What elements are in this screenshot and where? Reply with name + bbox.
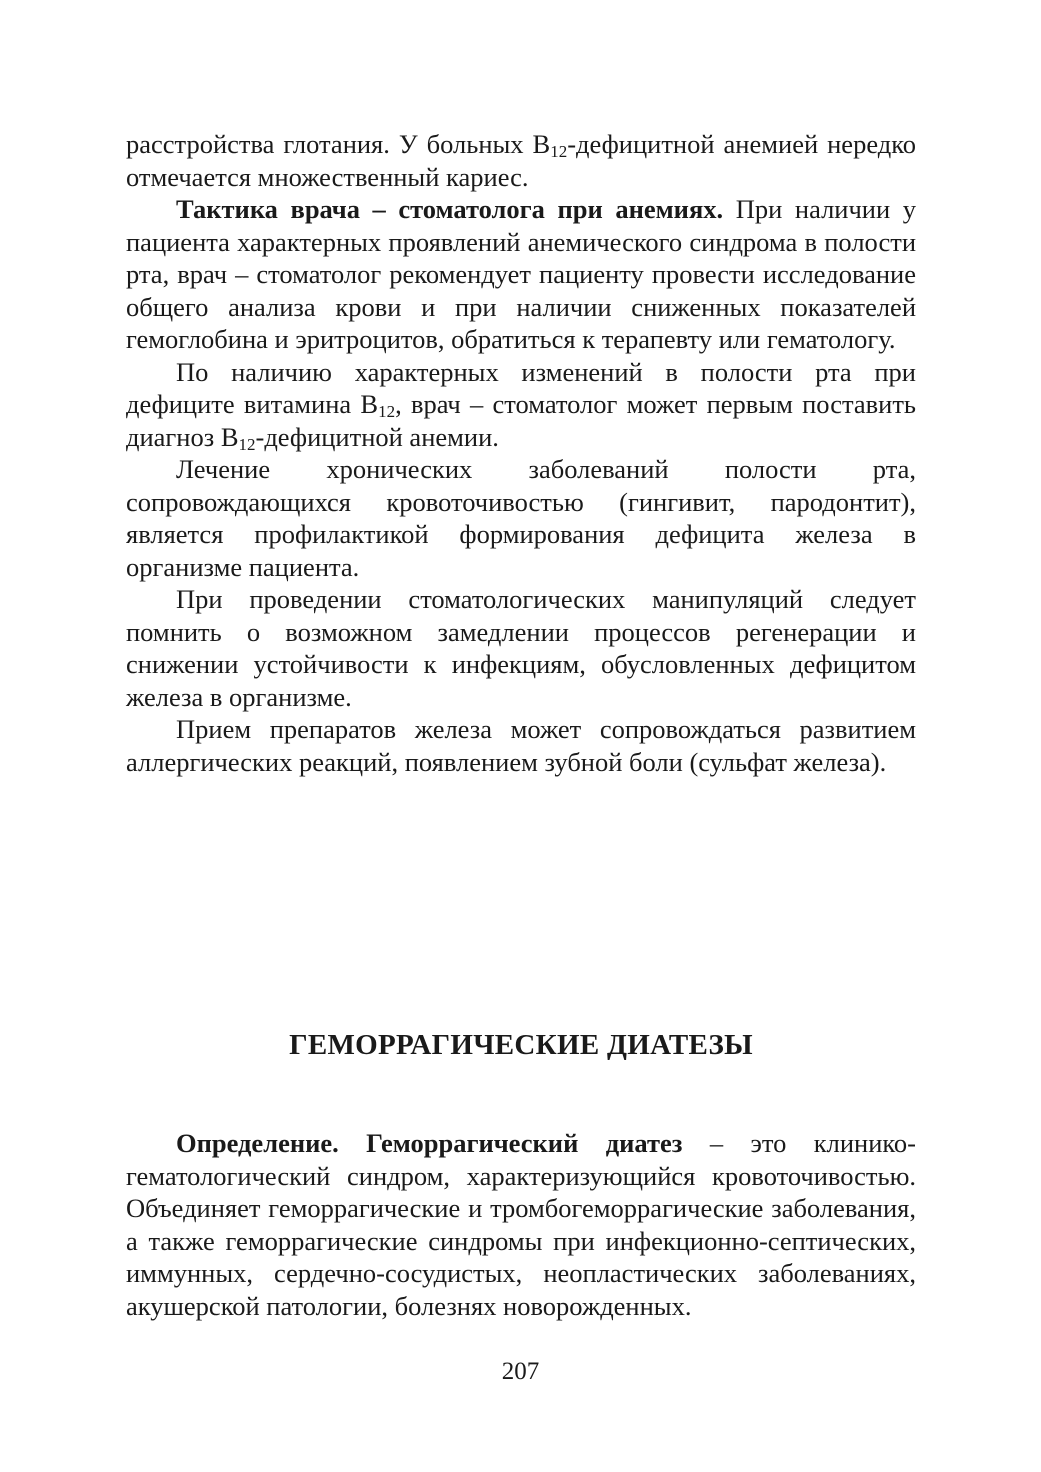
paragraph-dentist-tactics [126,193,916,356]
text-run: -дефицитной анемии. [255,421,499,452]
subscript: 12 [238,434,256,454]
top-text-block [126,128,916,778]
page-number: 207 [501,1358,540,1385]
text-run: – это клинико-гематологический синдром, характеризующийся кровоточивостью. Объединяет геморрагические и тромбогеморрагические заболевания, а также геморрагические синдромы при инфекционно-септических, иммунных, сердечно-сосудистых, неопластических заболеваниях, акушерской патологии, болезнях новорожденных. [126,1128,916,1321]
subscript: 12 [550,142,568,161]
text-run: При наличии у пациента характерных проявлений анемического синдрома в полости рта, врач – стоматолог рекомендует пациенту провести исследование общего анализа крови и при наличии сниженных показателей гемоглобина и эритроцитов, обратиться к терапевту или гематологу. [126,194,916,354]
definition-block [126,1127,916,1322]
subscript: 12 [378,402,396,421]
text-run: , врач – стоматолог может первым поставить диагноз B [126,389,916,452]
paragraph-definition [126,1127,916,1322]
bold-lead-in: Определение. Геморрагический диатез [176,1128,683,1158]
text-run: -дефицитной анемией нередко отмечается множественный кариес. [126,129,916,192]
paragraph-dental-manipulations: При проведении стоматологических манипуляций следует помнить о возможном замедлении процессов регенерации и снижении устойчивости к инфекциям, обусловленных дефицитом железа в организме. [126,584,916,712]
section-heading: ГЕМОРРАГИЧЕСКИЕ ДИАТЕЗЫ [289,1029,753,1061]
paragraph-chronic-disease-treatment: Лечение хронических заболеваний полости рта, сопровождающихся кровоточивостью (гингивит, пародонтит), является профилактикой формирования дефицита железа в организме пациента. [126,454,916,582]
bold-lead-in: Тактика врача – стоматолога при анемиях. [176,194,724,224]
paragraph-b12-diagnosis [126,356,916,454]
paragraph-swallowing-caries [126,128,916,193]
text-run: По наличию характерных изменений в полости рта при дефиците витамина B [126,356,916,419]
text-run: расстройства глотания. У больных B [126,129,551,159]
paragraph-iron-preparations: Прием препаратов железа может сопровождаться развитием аллергических реакций, появлением зубной боли (сульфат железа). [126,714,916,777]
